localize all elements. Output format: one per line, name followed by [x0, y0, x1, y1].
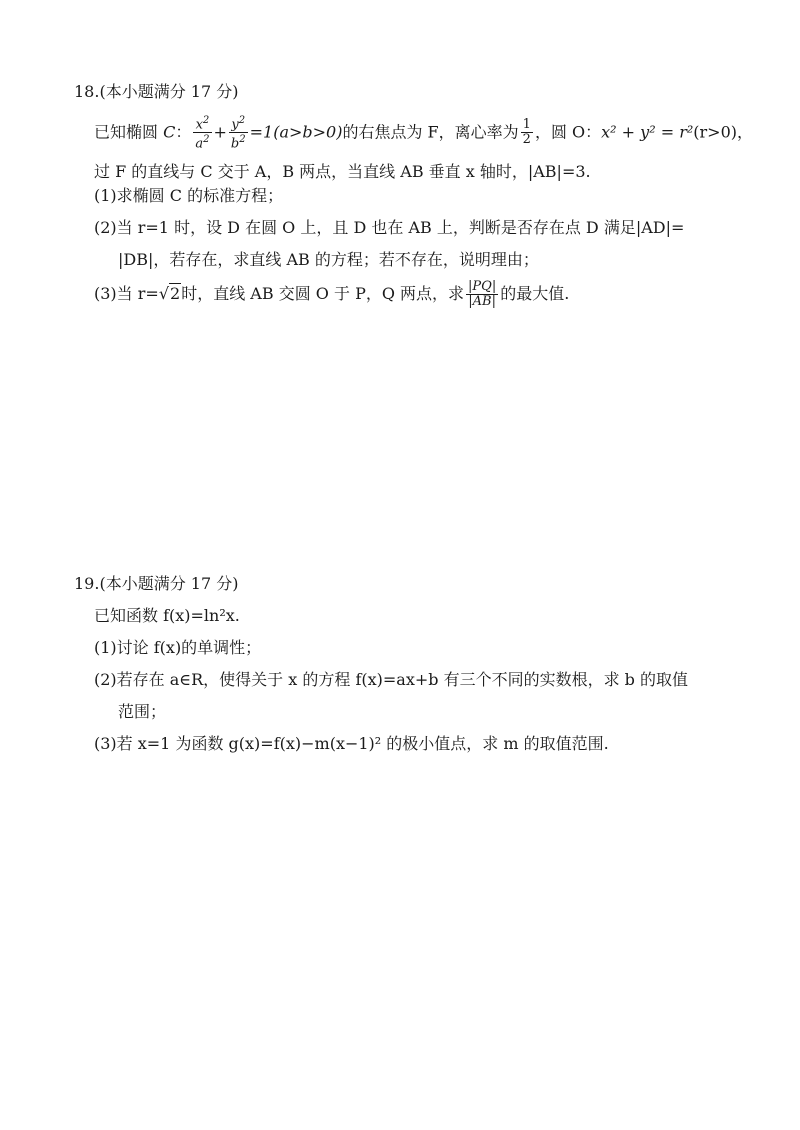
pq-ab-fraction [466, 280, 498, 309]
eccentricity-numerator: 1 [522, 117, 531, 133]
problem-19-q2-a: (2)若存在 a∈R，使得关于 x 的方程 f(x)=ax+b 有三个不同的实数根，求 b 的取值 [94, 670, 689, 689]
problem-18-q2-a: (2)当 r=1 时，设 D 在圆 O 上，且 D 也在 AB 上，判断是否存在点 D 满足|AD|= [94, 217, 685, 237]
ab-denominator: |AB| [468, 293, 496, 309]
problem-18 [74, 80, 754, 309]
eccentricity-fraction [521, 118, 533, 147]
pq-numerator: |PQ| [468, 278, 497, 294]
circle-equation: x² + y² = r² [601, 122, 694, 142]
problem-18-q2-b: |DB|，若存在，求直线 AB 的方程；若不存在，说明理由； [118, 249, 539, 269]
problem-18-line-1: 已知椭圆 C： $\frac{x^2}{a^2}$ + $\frac{y^2}{b^2}$ =1(a>b>0)的右焦点为 F，离心率为 $\frac{1}{2}$ ，圆 O：x² + y² = r²(r>0)， [94, 115, 753, 152]
problem-19 [74, 572, 754, 756]
sqrt-2: √2 [158, 283, 181, 303]
ellipse-label: C [163, 122, 176, 142]
problem-19-header: 19.(本小题满分 17 分) [74, 574, 239, 593]
focus-text: 的右焦点为 F，离心率为 [342, 122, 519, 142]
problem-18-header: 18.(本小题满分 17 分) [74, 82, 239, 101]
problem-18-q1: (1)求椭圆 C 的标准方程； [94, 185, 284, 205]
problem-18-q3 [74, 280, 754, 309]
problem-19-q3: (3)若 x=1 为函数 g(x)=f(x)−m(x−1)² 的极小值点，求 m 的取值范围. [94, 734, 609, 753]
problem-18-line-2: 过 F 的直线与 C 交于 A，B 两点，当直线 AB 垂直 x 轴时，|AB|=3. [94, 161, 591, 181]
circle-condition: (r>0)， [693, 122, 753, 142]
ellipse-intro: 已知椭圆 [94, 122, 164, 142]
frac-x2-a2: $\frac{x^2}{a^2}$ [195, 115, 210, 152]
problem-19-q2-b: 范围； [118, 702, 167, 721]
q3-end: 的最大值. [500, 283, 570, 303]
q3-intro: (3)当 r= [94, 283, 159, 303]
problem-19-line-1: 已知函数 f(x)=ln²x. [94, 606, 240, 625]
problem-19-q1: (1)讨论 f(x)的单调性； [94, 638, 262, 657]
q3-mid: 时，直线 AB 交圆 O 于 P，Q 两点，求 [181, 283, 465, 303]
ellipse-condition: =1(a>b>0) [249, 122, 343, 142]
eccentricity-denominator: 2 [522, 132, 531, 148]
circle-intro: ，圆 O： [534, 122, 602, 142]
frac-y2-b2: $\frac{y^2}{b^2}$ [230, 115, 246, 152]
